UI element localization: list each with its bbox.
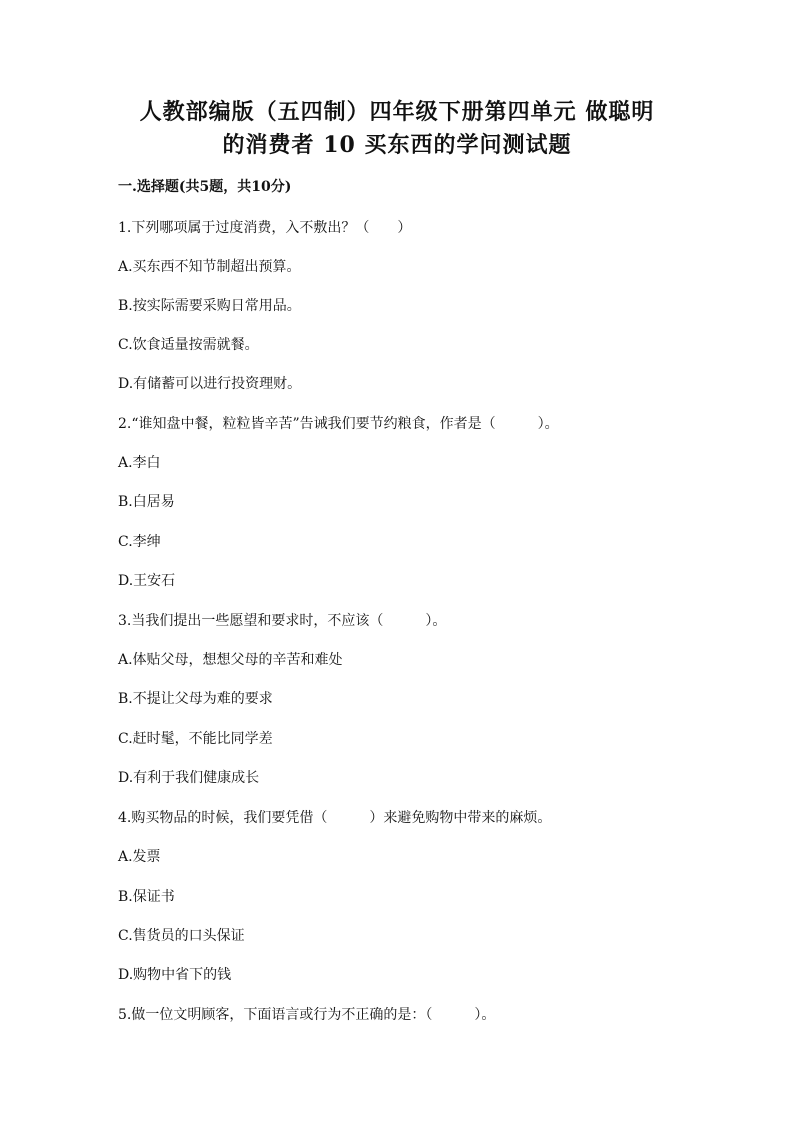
question-3-stem: 3.当我们提出一些愿望和要求时，不应该（ ）。	[118, 613, 447, 629]
question-2-stem: 2.“谁知盘中餐，粒粒皆辛苦”告诫我们要节约粮食，作者是（ ）。	[118, 416, 559, 432]
document-title-line-2: 的消费者 10 买东西的学问测试题	[222, 132, 572, 158]
question-1-stem: 1.下列哪项属于过度消费，入不敷出？（ ）	[118, 220, 412, 236]
question-4-option-c: C.售货员的口头保证	[118, 928, 245, 944]
section-heading: 一.选择题(共5题，共10分)	[118, 179, 292, 195]
question-1-option-d: D.有储蓄可以进行投资理财。	[118, 376, 302, 392]
question-2-option-a: A.李白	[118, 455, 161, 471]
question-3-option-d: D.有利于我们健康成长	[118, 770, 260, 786]
question-2-option-c: C.李绅	[118, 534, 161, 550]
question-4-stem: 4.购买物品的时候，我们要凭借（ ）来避免购物中带来的麻烦。	[118, 810, 552, 826]
question-3-option-a: A.体贴父母，想想父母的辛苦和难处	[118, 652, 343, 668]
question-2-option-b: B.白居易	[118, 494, 175, 510]
question-5-stem: 5.做一位文明顾客，下面语言或行为不正确的是：（ ）。	[118, 1007, 496, 1023]
question-1-option-c: C.饮食适量按需就餐。	[118, 337, 259, 353]
question-1-option-b: B.按实际需要采购日常用品。	[118, 298, 301, 314]
question-1-option-a: A.买东西不知节制超出预算。	[118, 259, 301, 275]
question-3-option-b: B.不提让父母为难的要求	[118, 691, 273, 707]
question-4-option-d: D.购物中省下的钱	[118, 967, 232, 983]
question-2-option-d: D.王安石	[118, 573, 176, 589]
question-3-option-c: C.赶时髦，不能比同学差	[118, 731, 273, 747]
document-title-line-1: 人教部编版（五四制）四年级下册第四单元 做聪明	[139, 99, 655, 125]
question-4-option-a: A.发票	[118, 849, 161, 865]
question-4-option-b: B.保证书	[118, 889, 175, 905]
